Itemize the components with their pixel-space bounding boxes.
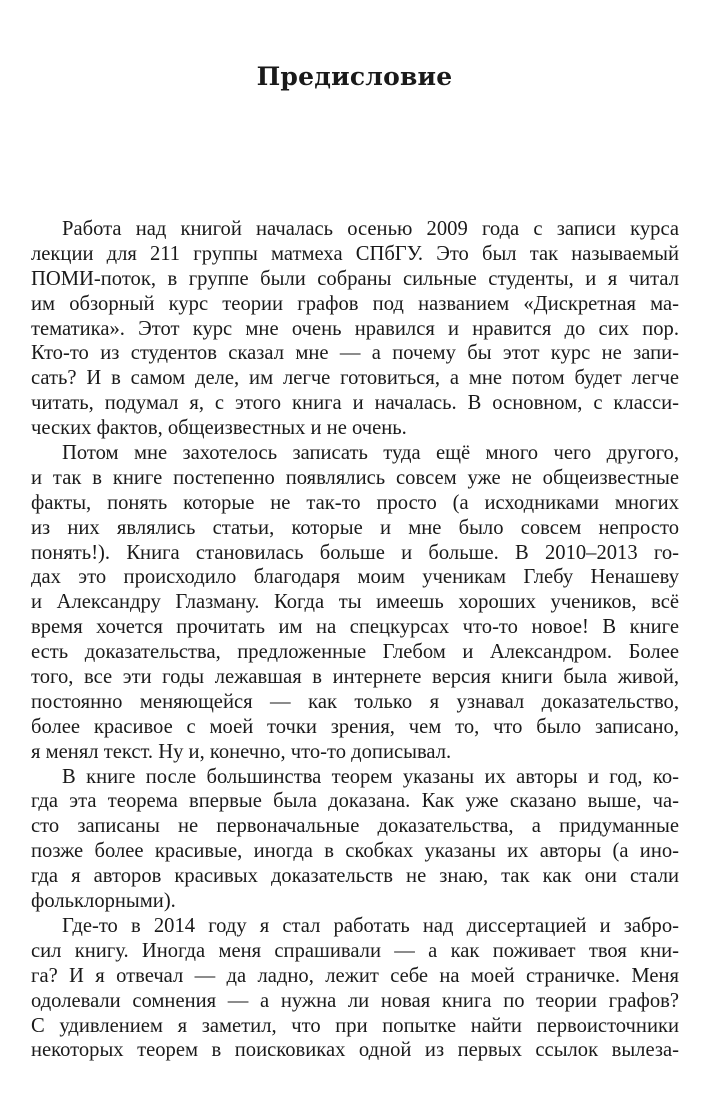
text-line: сать? И в самом деле, им легче готовиться, а мне потом будет легче	[31, 367, 679, 390]
text-line: ческих фактов, общеизвестных и не очень.	[31, 417, 407, 440]
text-line: тематика». Этот курс мне очень нравился и нравится до сих пор.	[31, 317, 679, 340]
text-line: позже более красивые, иногда в скобках указаны их авторы (а ино-	[31, 840, 679, 863]
text-line: того, все эти годы лежавшая в интернете версия книги была живой,	[31, 666, 679, 689]
text-line: более красивое с моей точки зрения, чем то, что было записано,	[31, 715, 679, 738]
text-line: постоянно меняющейся — как только я узнавал доказательство,	[31, 690, 679, 713]
text-line: В книге после большинства теорем указаны их авторы и год, ко-	[62, 765, 679, 788]
text-line: га? И я отвечал — да ладно, лежит себе на моей страничке. Меня	[31, 964, 679, 987]
text-line: лекции для 211 группы матмеха СПбГУ. Это был так называемый	[31, 242, 679, 265]
text-line: Потом мне захотелось записать туда ещё много чего другого,	[62, 442, 679, 465]
text-line: Кто-то из студентов сказал мне — а почему бы этот курс не запи-	[31, 342, 679, 365]
text-line: сил книгу. Иногда меня спрашивали — а как поживает твоя кни-	[31, 939, 679, 962]
page-title: Предисловие	[256, 62, 453, 91]
text-line: некоторых теорем в поисковиках одной из первых ссылок вылеза-	[31, 1039, 679, 1062]
text-line: сто записаны не первоначальные доказательства, а придуманные	[31, 815, 679, 838]
text-line: фольклорными).	[31, 890, 176, 913]
text-line: ПОМИ-поток, в группе были собраны сильные студенты, и я читал	[31, 267, 679, 290]
text-line: С удивлением я заметил, что при попытке найти первоисточники	[31, 1014, 679, 1037]
text-line: гда я авторов красивых доказательств не знаю, так как они стали	[31, 865, 679, 888]
text-line: дах это происходило благодаря моим ученикам Глебу Ненашеву	[31, 566, 679, 589]
text-line: и Александру Глазману. Когда ты имеешь хороших учеников, всё	[31, 591, 679, 614]
text-line: факты, понять которые не так-то просто (а исходниками многих	[31, 491, 679, 514]
text-line: одолевали сомнения — а нужна ли новая книга по теории графов?	[31, 989, 679, 1012]
text-line: время хочется прочитать им на спецкурсах что-то новое! В книге	[31, 616, 679, 639]
text-line: читать, подумал я, с этого книга и началась. В основном, с класси-	[31, 392, 679, 415]
text-line: им обзорный курс теории графов под названием «Дискретная ма-	[31, 292, 679, 315]
text-line: есть доказательства, предложенные Глебом и Александром. Более	[31, 641, 679, 664]
text-line: из них являлись статьи, которые и мне было совсем непросто	[31, 516, 679, 539]
body-text	[31, 217, 679, 1063]
text-line: Работа над книгой началась осенью 2009 года с записи курса	[62, 218, 679, 240]
text-line: гда эта теорема впервые была доказана. Как уже сказано выше, ча-	[31, 790, 679, 813]
text-line: Где-то в 2014 году я стал работать над диссертацией и забро-	[62, 914, 679, 937]
text-line: я менял текст. Ну и, конечно, что-то дописывал.	[31, 740, 452, 763]
text-line: и так в книге постепенно появлялись совсем уже не общеизвестные	[31, 466, 679, 489]
text-line: понять!). Книга становилась больше и больше. В 2010–2013 го-	[31, 541, 679, 564]
